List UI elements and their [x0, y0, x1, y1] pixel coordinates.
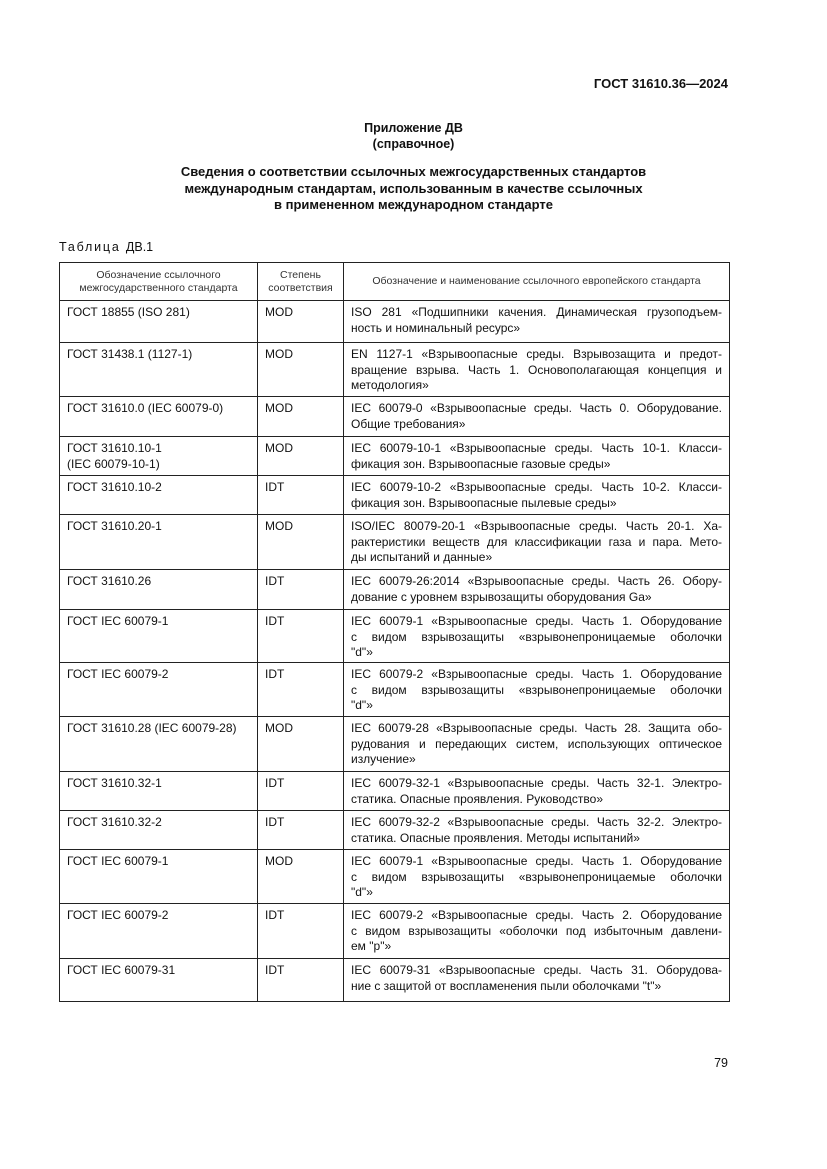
std-line: (IEC 60079-10-1) — [67, 456, 160, 471]
desc-line: IEC 60079-1 «Взрывоопасные среды. Часть 1. Оборудование — [351, 614, 722, 628]
table-row — [60, 397, 730, 437]
cell-european-standard — [344, 570, 730, 610]
cell-degree: IDT — [258, 610, 344, 663]
cell-european-standard — [344, 437, 730, 476]
desc-line: "d"» — [351, 698, 373, 712]
cell-european-standard — [344, 343, 730, 397]
cell-interstate-standard — [60, 570, 258, 610]
std-line: ГОСТ IEC 60079-1 — [67, 614, 169, 628]
desc-line: IEC 60079-31 «Взрывоопасные среды. Часть 31. Оборудова- — [351, 963, 722, 977]
table-row — [60, 772, 730, 811]
table-row — [60, 570, 730, 610]
cell-degree: MOD — [258, 301, 344, 343]
cell-european-standard — [344, 397, 730, 437]
std-line: ГОСТ 31610.10-2 — [67, 480, 162, 494]
desc-line: IEC 60079-1 «Взрывоопасные среды. Часть 1. Оборудование — [351, 854, 722, 868]
cell-interstate-standard — [60, 610, 258, 663]
desc-line: IEC 60079-32-2 «Взрывоопасные среды. Часть 32-2. Электро- — [351, 815, 722, 829]
desc-line: ISO 281 «Подшипники качения. Динамическая грузоподъем- — [351, 305, 722, 319]
cell-degree: IDT — [258, 772, 344, 811]
cell-degree: MOD — [258, 437, 344, 476]
cell-european-standard — [344, 717, 730, 772]
std-line: ГОСТ IEC 60079-31 — [67, 963, 176, 977]
cell-interstate-standard — [60, 811, 258, 850]
cell-degree: MOD — [258, 515, 344, 570]
desc-line: IEC 60079-32-1 «Взрывоопасные среды. Часть 32-1. Электро- — [351, 776, 722, 790]
desc-line: вращение взрыва. Часть 1. Основополагающая концепция и — [351, 362, 722, 377]
table-caption-label: Таблица — [59, 240, 121, 254]
cell-european-standard — [344, 663, 730, 717]
desc-line: рактеристики веществ для классификации газа и пара. Мето- — [351, 534, 722, 549]
desc-line: статика. Опасные проявления. Руководство» — [351, 791, 604, 806]
cell-interstate-standard — [60, 959, 258, 1002]
section-heading — [0, 164, 827, 214]
table-row — [60, 437, 730, 476]
desc-line: рудования и передающих систем, использующих оптическое — [351, 736, 722, 751]
header-interstate-standard: Обозначение ссылочного межгосударственного стандарта — [60, 263, 258, 301]
table-row — [60, 610, 730, 663]
cell-interstate-standard — [60, 663, 258, 717]
cell-interstate-standard — [60, 301, 258, 343]
cell-degree: IDT — [258, 570, 344, 610]
table-row — [60, 959, 730, 1002]
desc-line: дование с уровнем взрывозащиты оборудования Ga» — [351, 589, 652, 604]
heading-line: в примененном международном стандарте — [274, 197, 553, 212]
cell-degree: IDT — [258, 476, 344, 515]
cell-degree: IDT — [258, 663, 344, 717]
std-line: ГОСТ 31438.1 (1127-1) — [67, 347, 193, 361]
desc-line: IEC 60079-28 «Взрывоопасные среды. Часть 28. Защита обо- — [351, 721, 722, 735]
header-european-standard: Обозначение и наименование ссылочного европейского стандарта — [344, 263, 730, 301]
desc-line: IEC 60079-10-1 «Взрывоопасные среды. Часть 10-1. Класси- — [351, 441, 722, 455]
std-line: ГОСТ IEC 60079-1 — [67, 854, 169, 868]
desc-line: ем "p"» — [351, 939, 392, 953]
desc-line: фикация зон. Взрывоопасные газовые среды» — [351, 456, 611, 471]
cell-degree: MOD — [258, 717, 344, 772]
std-line: ГОСТ 31610.32-2 — [67, 815, 162, 829]
desc-line: IEC 60079-2 «Взрывоопасные среды. Часть 2. Оборудование — [351, 908, 722, 922]
desc-line: ность и номинальный ресурс» — [351, 320, 521, 335]
desc-line: с видом взрывозащиты «оболочки под избыточным давлени- — [351, 923, 722, 938]
table-row — [60, 476, 730, 515]
table-row — [60, 811, 730, 850]
desc-line: с видом взрывозащиты «взрывонепроницаемые оболочки — [351, 629, 722, 644]
table-row — [60, 717, 730, 772]
std-line: ГОСТ IEC 60079-2 — [67, 908, 169, 922]
desc-line: IEC 60079-10-2 «Взрывоопасные среды. Часть 10-2. Класси- — [351, 480, 722, 494]
table-caption — [59, 240, 153, 254]
desc-line: ды испытаний и данные» — [351, 550, 493, 564]
appendix-type: (справочное) — [372, 137, 455, 151]
cell-european-standard — [344, 772, 730, 811]
desc-line: статика. Опасные проявления. Методы испытаний» — [351, 830, 640, 845]
cell-european-standard — [344, 811, 730, 850]
desc-line: излучение» — [351, 752, 416, 766]
document-code: ГОСТ 31610.36—2024 — [593, 76, 728, 91]
page-number: 79 — [714, 1056, 728, 1070]
cell-degree: IDT — [258, 904, 344, 959]
cell-interstate-standard — [60, 515, 258, 570]
std-line: ГОСТ 31610.32-1 — [67, 776, 162, 790]
std-line: ГОСТ IEC 60079-2 — [67, 667, 169, 681]
cell-interstate-standard — [60, 437, 258, 476]
cell-degree: IDT — [258, 959, 344, 1002]
cell-interstate-standard — [60, 343, 258, 397]
std-line: ГОСТ 18855 (ISO 281) — [67, 305, 190, 319]
cell-european-standard — [344, 850, 730, 904]
cell-european-standard — [344, 959, 730, 1002]
desc-line: "d"» — [351, 885, 373, 899]
desc-line: EN 1127-1 «Взрывоопасные среды. Взрывозащита и предот- — [351, 347, 722, 361]
table-row — [60, 343, 730, 397]
table-header-row — [60, 263, 730, 301]
std-line: ГОСТ 31610.26 — [67, 574, 152, 588]
std-line: ГОСТ 31610.10-1 — [67, 441, 162, 455]
cell-interstate-standard — [60, 397, 258, 437]
cell-interstate-standard — [60, 476, 258, 515]
desc-line: IEC 60079-0 «Взрывоопасные среды. Часть 0. Оборудование. — [351, 401, 722, 415]
desc-line: Общие требования» — [351, 416, 466, 431]
header-degree: Степень соответствия — [258, 263, 344, 301]
appendix-name: Приложение ДВ — [364, 121, 463, 135]
std-line: ГОСТ 31610.20-1 — [67, 519, 162, 533]
cell-european-standard — [344, 904, 730, 959]
cell-european-standard — [344, 476, 730, 515]
desc-line: с видом взрывозащиты «взрывонепроницаемые оболочки — [351, 869, 722, 884]
cell-degree: MOD — [258, 397, 344, 437]
table-caption-number: ДВ.1 — [125, 240, 154, 254]
desc-line: IEC 60079-2 «Взрывоопасные среды. Часть 1. Оборудование — [351, 667, 722, 681]
cell-degree: IDT — [258, 811, 344, 850]
cell-interstate-standard — [60, 717, 258, 772]
desc-line: фикация зон. Взрывоопасные пылевые среды» — [351, 495, 617, 510]
desc-line: ние с защитой от воспламенения пыли оболочками "t"» — [351, 978, 662, 993]
std-line: ГОСТ 31610.28 (IEC 60079-28) — [67, 721, 237, 735]
heading-line: международным стандартам, использованным в качестве ссылочных — [184, 180, 643, 196]
std-line: ГОСТ 31610.0 (IEC 60079-0) — [67, 401, 224, 415]
table-row — [60, 515, 730, 570]
cell-european-standard — [344, 515, 730, 570]
table-row — [60, 904, 730, 959]
table-row — [60, 301, 730, 343]
cell-interstate-standard — [60, 772, 258, 811]
desc-line: ISO/IEC 80079-20-1 «Взрывоопасные среды. Часть 20-1. Ха- — [351, 519, 722, 533]
cell-degree: MOD — [258, 850, 344, 904]
standards-table — [59, 262, 730, 1002]
heading-line: Сведения о соответствии ссылочных межгосударственных стандартов — [180, 164, 647, 179]
desc-line: с видом взрывозащиты «взрывонепроницаемые оболочки — [351, 682, 722, 697]
cell-european-standard — [344, 610, 730, 663]
desc-line: "d"» — [351, 645, 373, 659]
cell-interstate-standard — [60, 850, 258, 904]
cell-european-standard — [344, 301, 730, 343]
table-row — [60, 663, 730, 717]
appendix-title — [0, 120, 827, 152]
desc-line: методология» — [351, 378, 429, 392]
desc-line: IEC 60079-26:2014 «Взрывоопасные среды. Часть 26. Обору- — [351, 574, 722, 588]
cell-interstate-standard — [60, 904, 258, 959]
table-row — [60, 850, 730, 904]
cell-degree: MOD — [258, 343, 344, 397]
